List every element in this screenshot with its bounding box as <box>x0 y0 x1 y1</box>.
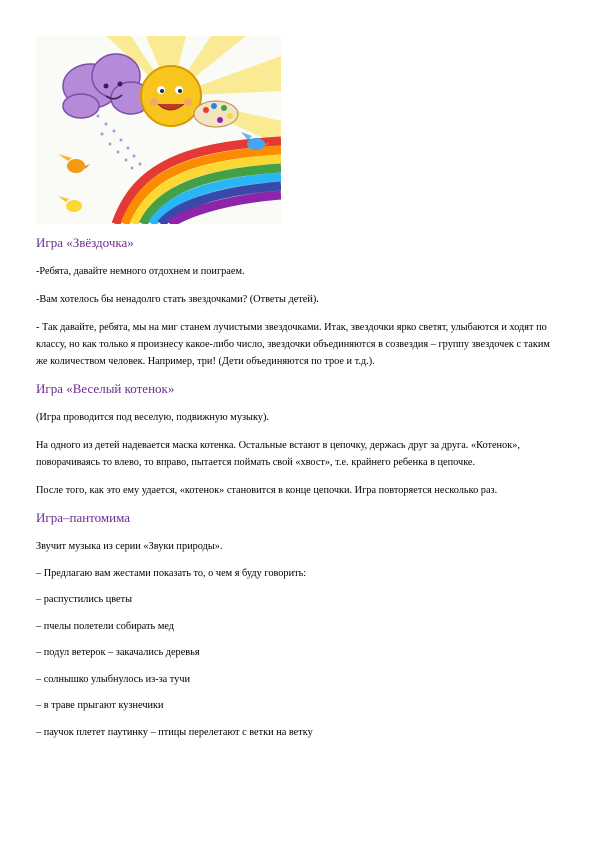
game-kitten-paragraph: На одного из детей надевается маска котенка. Остальные встают в цепочку, держась друг за друга. «Котенок», поворачиваясь то влево, то вправо, пытается поймать свой «хвост», т.е. крайнего ребенка в цепочке. <box>36 440 520 468</box>
game-kitten-paragraph: После того, как это ему удается, «котенок» становится в конце цепочки. Игра повторяется несколько раз. <box>36 485 498 496</box>
list-item: – подул ветерок – закачались деревья <box>36 647 200 658</box>
game-kitten-paragraph: (Игра проводится под веселую, подвижную музыку). <box>36 412 269 423</box>
list-item: – распустились цветы <box>36 594 133 605</box>
document-body <box>36 235 556 750</box>
game-zvezdochka-paragraph: -Вам хотелось бы ненадолго стать звездочками? (Ответы детей). <box>36 294 319 305</box>
sun-rainbow-illustration <box>36 36 281 224</box>
list-item: – паучок плетет паутинку – птицы перелетают с ветки на ветку <box>36 726 313 738</box>
game-pantomime-title: Игра–пантомима <box>36 510 131 525</box>
list-item: – солнышко улыбнулось из-за тучи <box>36 673 191 685</box>
game-zvezdochka-paragraph: -Ребята, давайте немного отдохнем и поиграем. <box>36 266 245 277</box>
pantomime-list <box>36 538 556 741</box>
game-kitten-title: Игра «Веселый котенок» <box>36 381 175 396</box>
pantomime-intro: Звучит музыка из серии «Звуки природы». <box>36 541 223 552</box>
game-zvezdochka-title: Игра «Звёздочка» <box>36 235 134 250</box>
list-item: – Предлагаю вам жестами показать то, о чем я буду говорить: <box>36 567 307 579</box>
game-zvezdochka-paragraph: - Так давайте, ребята, мы на миг станем лучистыми звездочками. Итак, звездочки ярко светят, улыбаются и ходят по классу, но как только я произнесу какое-либо число, звездочки объединяются в созвездия – группу звездочек с таким же количеством человек. Например, три! (Дети объединяются по трое и т.д.). <box>36 322 550 367</box>
list-item: – пчелы полетели собирать мед <box>36 620 175 632</box>
list-item: – в траве прыгают кузнечики <box>36 700 164 711</box>
